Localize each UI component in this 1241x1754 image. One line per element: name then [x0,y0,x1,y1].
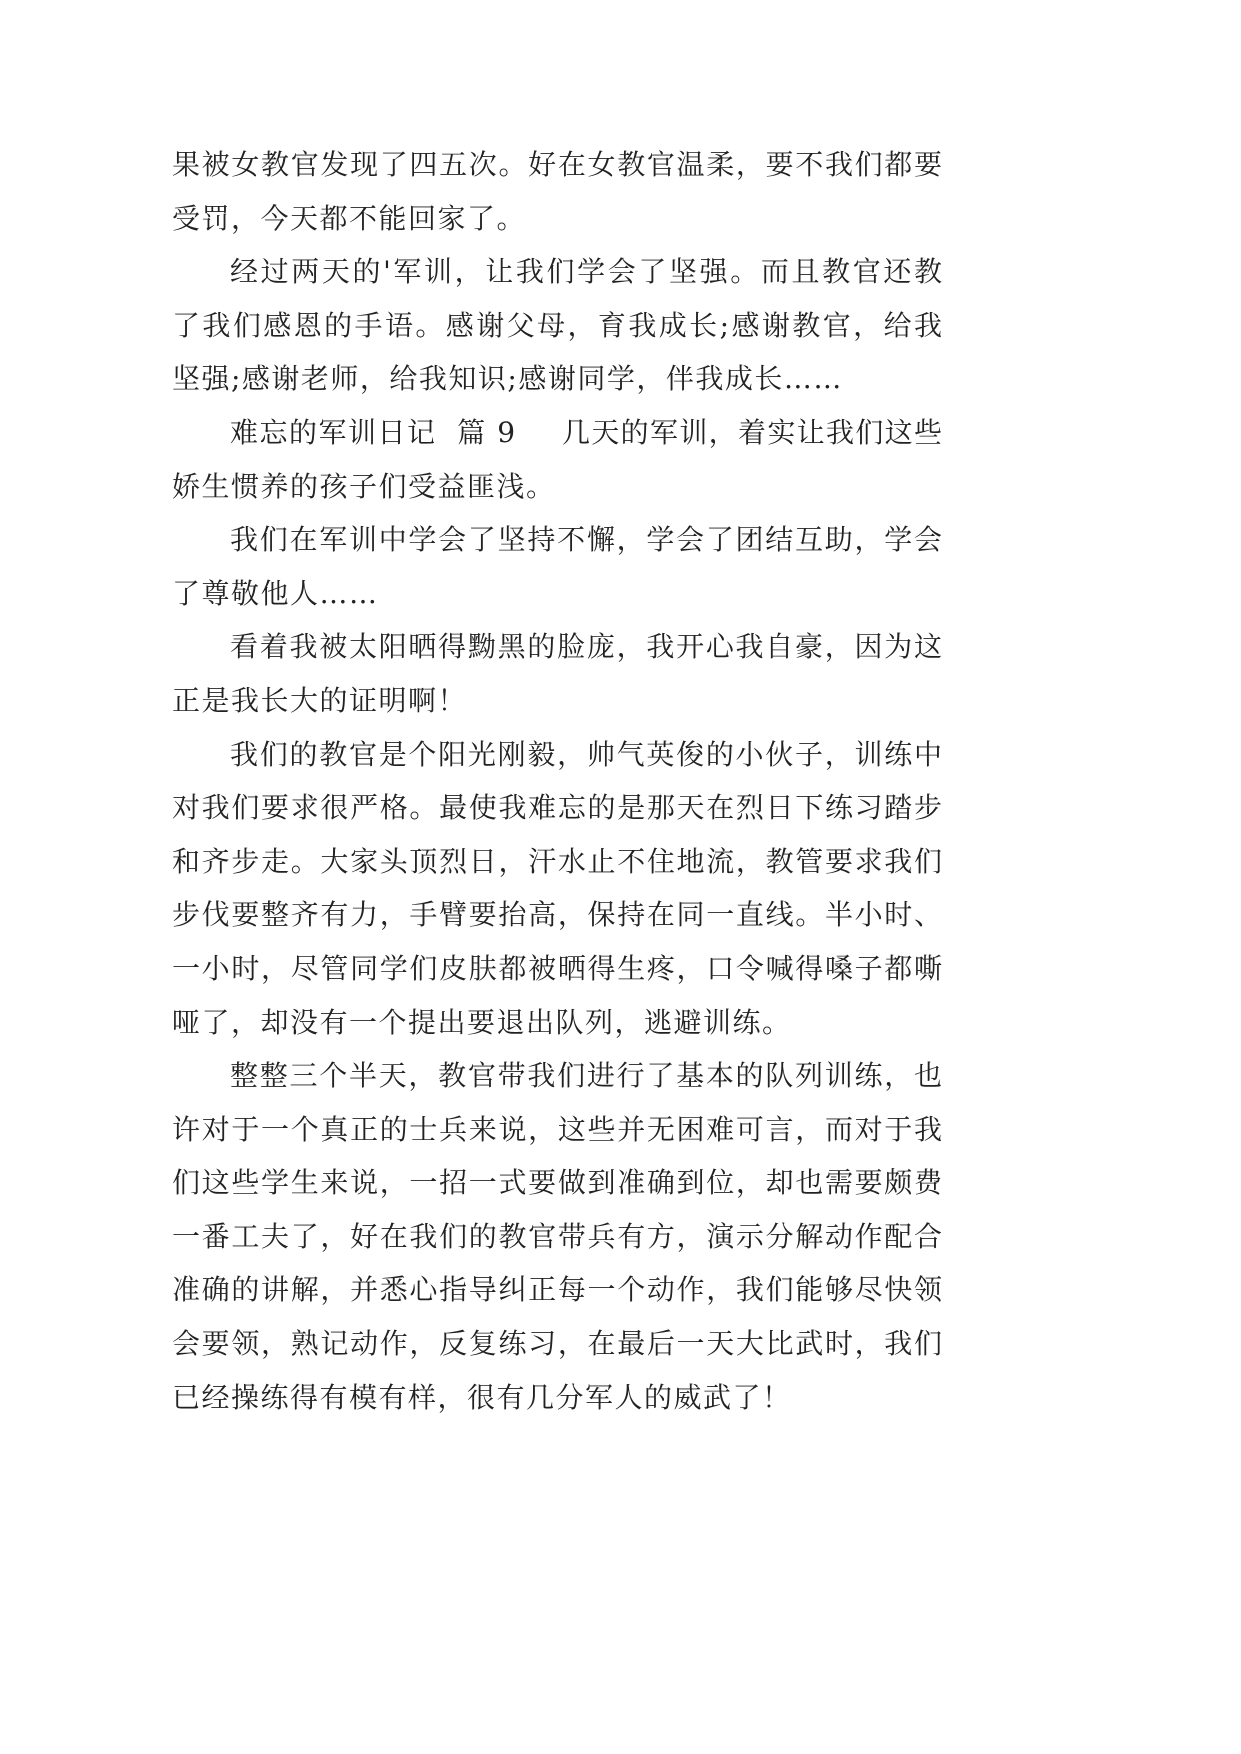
section-heading-line [172,406,942,460]
paragraph-line: 们这些学生来说，一招一式要做到准确到位，却也需要颇费 [172,1166,942,1200]
paragraph-line: 一小时，尽管同学们皮肤都被晒得生疼，口令喊得嗓子都嘶 [172,951,942,985]
paragraph-line: 整整三个半天，教官带我们进行了基本的队列训练，也 [230,1059,942,1093]
section-heading: 难忘的军训日记 篇 9 [230,415,517,449]
paragraph-line: 了尊敬他人…… [172,576,379,610]
paragraph-line: 经过两天的'军训，让我们学会了坚强。而且教官还教 [230,255,942,289]
paragraph-line: 许对于一个真正的士兵来说，这些并无困难可言，而对于我 [172,1112,942,1146]
paragraph-line: 已经操练得有模有样，很有几分军人的威武了！ [172,1380,792,1414]
paragraph-line: 我们的教官是个阳光刚毅，帅气英俊的小伙子，训练中 [230,737,942,771]
paragraph-line: 正是我长大的证明啊！ [172,683,468,717]
paragraph-line: 准确的讲解，并悉心指导纠正每一个动作，我们能够尽快领 [172,1273,942,1307]
paragraph-line: 哑了，却没有一个提出要退出队列，逃避训练。 [172,1005,792,1039]
document-body [172,138,942,1424]
paragraph-line: 娇生惯养的孩子们受益匪浅。 [172,469,556,503]
paragraph-line: 坚强;感谢老师，给我知识;感谢同学，伴我成长…… [172,362,843,396]
paragraph-line: 受罚，今天都不能回家了。 [172,201,527,235]
paragraph-line: 几天的军训，着实让我们这些 [562,415,942,449]
paragraph-line: 了我们感恩的手语。感谢父母，育我成长;感谢教官，给我 [172,308,942,342]
paragraph-line: 步伐要整齐有力，手臂要抬高，保持在同一直线。半小时、 [172,898,942,932]
paragraph-line: 对我们要求很严格。最使我难忘的是那天在烈日下练习踏步 [172,791,942,825]
paragraph-line: 会要领，熟记动作，反复练习，在最后一天大比武时，我们 [172,1327,942,1361]
paragraph-line: 和齐步走。大家头顶烈日，汗水止不住地流，教管要求我们 [172,844,942,878]
paragraph-line: 一番工夫了，好在我们的教官带兵有方，演示分解动作配合 [172,1219,942,1253]
paragraph-line: 果被女教官发现了四五次。好在女教官温柔，要不我们都要 [172,148,942,181]
paragraph-line: 我们在军训中学会了坚持不懈，学会了团结互助，学会 [230,523,942,557]
paragraph-line: 看着我被太阳晒得黝黑的脸庞，我开心我自豪，因为这 [230,630,942,664]
